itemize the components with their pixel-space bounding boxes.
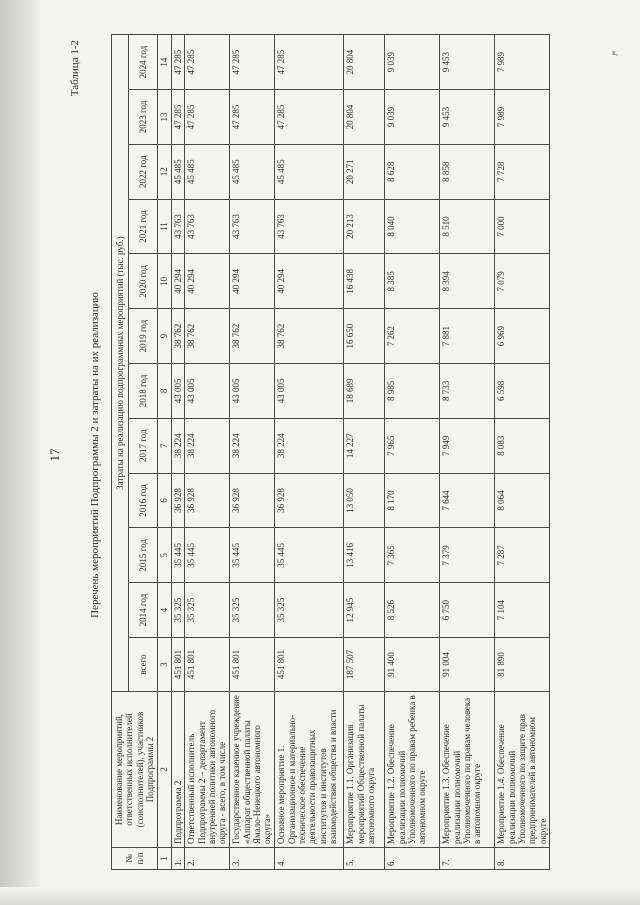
- header-year: 2016 год: [129, 473, 158, 528]
- row-year-value: 8 510: [440, 199, 495, 254]
- column-index: 1: [158, 848, 172, 870]
- header-name: Наименование мероприятий, ответственных исполнителей (соисполнителей), участников Подпрограммы 2: [112, 692, 158, 848]
- table-row: [185, 35, 230, 870]
- row-year-value: 7 965: [385, 418, 440, 473]
- row-year-value: 38 224: [185, 418, 230, 473]
- row-year-value: 40 294: [185, 254, 230, 309]
- table-title: Перечень мероприятий Подпрограммы 2 и затраты на их реализацию: [89, 292, 101, 618]
- row-year-value: 38 224: [275, 418, 344, 473]
- row-year-value: 6 598: [495, 364, 550, 419]
- row-total: 91 400: [385, 638, 440, 692]
- table-number: Таблица 1-2: [69, 40, 81, 97]
- row-year-value: 14 227: [344, 418, 385, 473]
- column-index: 5: [158, 528, 172, 583]
- row-year-value: 20 213: [344, 199, 385, 254]
- row-year-value: 8 394: [440, 254, 495, 309]
- row-year-value: 35 445: [172, 528, 185, 583]
- row-year-value: 7 000: [495, 199, 550, 254]
- header-year: 2017 год: [129, 418, 158, 473]
- column-index: 9: [158, 309, 172, 364]
- row-year-value: 35 325: [230, 583, 275, 638]
- column-index: 3: [158, 638, 172, 692]
- column-index: 14: [158, 35, 172, 90]
- row-year-value: 8 064: [495, 473, 550, 528]
- row-number: 6.: [385, 848, 440, 870]
- row-year-value: 36 928: [172, 473, 185, 528]
- header-year: 2020 год: [129, 254, 158, 309]
- row-number: 8.: [495, 848, 550, 870]
- header-year: 2023 год: [129, 90, 158, 145]
- row-number: 3.: [230, 848, 275, 870]
- row-name: Государственное казенное учреждение «Аппарат общественной палаты Ямало-Ненецкого автономного округа»: [230, 692, 275, 848]
- row-year-value: 43 763: [230, 199, 275, 254]
- header-year: 2022 год: [129, 144, 158, 199]
- row-year-value: 35 325: [275, 583, 344, 638]
- row-year-value: 12 945: [344, 583, 385, 638]
- row-year-value: 38 762: [230, 309, 275, 364]
- row-year-value: 8 733: [440, 364, 495, 419]
- row-total: 451 801: [172, 638, 185, 692]
- row-year-value: 7 287: [495, 528, 550, 583]
- row-name: Мероприятие 1.2. Обеспечение реализации полномочий Уполномоченного по правам ребенка в автономном округе: [385, 692, 440, 848]
- header-year: 2015 год: [129, 528, 158, 583]
- row-year-value: 43 005: [230, 364, 275, 419]
- row-year-value: 6 969: [495, 309, 550, 364]
- row-year-value: 8 170: [385, 473, 440, 528]
- row-year-value: 8 858: [440, 144, 495, 199]
- row-name: Мероприятие 1.4. Обеспечение реализации полномочий Уполномоченного по защите прав предпринимателей в автономном округе: [495, 692, 550, 848]
- header-year: 2019 год: [129, 309, 158, 364]
- row-year-value: 35 445: [185, 528, 230, 583]
- row-year-value: 38 762: [185, 309, 230, 364]
- column-index: 4: [158, 583, 172, 638]
- row-year-value: 43 763: [275, 199, 344, 254]
- row-name: Основное мероприятие 1. Организационное и материально-техническое обеспечение деятельности правозащитных институтов и институтов взаимодействия общества и власти: [275, 692, 344, 848]
- row-year-value: 35 445: [275, 528, 344, 583]
- row-year-value: 38 762: [172, 309, 185, 364]
- row-year-value: 16 650: [344, 309, 385, 364]
- column-index: 8: [158, 364, 172, 419]
- row-year-value: 7 379: [440, 528, 495, 583]
- row-year-value: 36 928: [275, 473, 344, 528]
- row-year-value: 47 285: [230, 90, 275, 145]
- row-year-value: 8 985: [385, 364, 440, 419]
- row-year-value: 36 928: [230, 473, 275, 528]
- row-year-value: 7 989: [495, 90, 550, 145]
- row-year-value: 47 285: [172, 35, 185, 90]
- row-year-value: 35 325: [185, 583, 230, 638]
- row-year-value: 47 285: [275, 90, 344, 145]
- table-body: [172, 35, 550, 870]
- row-year-value: 40 294: [275, 254, 344, 309]
- row-year-value: 47 285: [185, 35, 230, 90]
- row-total: 81 890: [495, 638, 550, 692]
- row-year-value: 7 104: [495, 583, 550, 638]
- row-total: 451 801: [230, 638, 275, 692]
- row-year-value: 38 224: [172, 418, 185, 473]
- row-year-value: 43 005: [275, 364, 344, 419]
- page-number: 17: [47, 448, 62, 462]
- column-index: 6: [158, 473, 172, 528]
- row-year-value: 43 005: [172, 364, 185, 419]
- row-number: 2.: [185, 848, 230, 870]
- column-index: 10: [158, 254, 172, 309]
- row-year-value: 7 365: [385, 528, 440, 583]
- row-year-value: 9 453: [440, 90, 495, 145]
- row-year-value: 13 416: [344, 528, 385, 583]
- column-index-row: [158, 35, 172, 870]
- row-year-value: 47 285: [230, 35, 275, 90]
- row-year-value: 36 928: [185, 473, 230, 528]
- header-year: 2024 год: [129, 35, 158, 90]
- row-year-value: 7 989: [495, 35, 550, 90]
- row-year-value: 13 050: [344, 473, 385, 528]
- row-year-value: 47 285: [275, 35, 344, 90]
- row-year-value: 43 005: [185, 364, 230, 419]
- row-number: 7.: [440, 848, 495, 870]
- corner-mark: к,: [612, 48, 618, 57]
- row-year-value: 9 039: [385, 90, 440, 145]
- row-year-value: 8 526: [385, 583, 440, 638]
- row-year-value: 7 728: [495, 144, 550, 199]
- row-name: Мероприятие 1.3. Обеспечение реализации полномочий Уполномоченного по правам человека в автономном округе: [440, 692, 495, 848]
- row-number: 5.: [344, 848, 385, 870]
- row-total: 91 004: [440, 638, 495, 692]
- table-row: [275, 35, 344, 870]
- row-year-value: 9 453: [440, 35, 495, 90]
- row-year-value: 43 763: [185, 199, 230, 254]
- row-year-value: 45 485: [172, 144, 185, 199]
- table-row: [344, 35, 385, 870]
- row-year-value: 8 385: [385, 254, 440, 309]
- row-year-value: 7 262: [385, 309, 440, 364]
- table-row: [495, 35, 550, 870]
- row-total: 451 801: [185, 638, 230, 692]
- row-year-value: 45 485: [230, 144, 275, 199]
- table-row: [440, 35, 495, 870]
- row-year-value: 8 083: [495, 418, 550, 473]
- header-year: 2014 год: [129, 583, 158, 638]
- row-year-value: 38 762: [275, 309, 344, 364]
- column-index: 13: [158, 90, 172, 145]
- row-year-value: 16 438: [344, 254, 385, 309]
- row-year-value: 20 804: [344, 90, 385, 145]
- row-year-value: 45 485: [275, 144, 344, 199]
- row-year-value: 45 485: [185, 144, 230, 199]
- row-name: Ответственный исполнитель Подпрограммы 2 – департамент внутренней политики автономного округа - всего, в том числе: [185, 692, 230, 848]
- scan-shadow-bottom: [0, 887, 640, 905]
- row-year-value: 20 804: [344, 35, 385, 90]
- row-year-value: 18 689: [344, 364, 385, 419]
- row-year-value: 20 271: [344, 144, 385, 199]
- row-year-value: 7 079: [495, 254, 550, 309]
- header-num: № п/п: [112, 848, 158, 870]
- header-total: всего: [129, 638, 158, 692]
- row-year-value: 43 763: [172, 199, 185, 254]
- column-index: 12: [158, 144, 172, 199]
- row-name: Подпрограмма 2: [172, 692, 185, 848]
- row-number: 4.: [275, 848, 344, 870]
- row-year-value: 47 285: [172, 90, 185, 145]
- table-row: [172, 35, 185, 870]
- table-row: [385, 35, 440, 870]
- header-costs: Затраты на реализацию подпрограммных мероприятий (тыс. руб.): [112, 35, 129, 692]
- row-year-value: 8 040: [385, 199, 440, 254]
- row-total: 451 801: [275, 638, 344, 692]
- row-year-value: 7 949: [440, 418, 495, 473]
- scan-shadow-left: [0, 0, 40, 905]
- table-row: [230, 35, 275, 870]
- row-year-value: 6 750: [440, 583, 495, 638]
- column-index: 11: [158, 199, 172, 254]
- row-year-value: 47 285: [185, 90, 230, 145]
- row-total: 187 507: [344, 638, 385, 692]
- row-year-value: 35 445: [230, 528, 275, 583]
- row-year-value: 38 224: [230, 418, 275, 473]
- row-year-value: 7 881: [440, 309, 495, 364]
- row-year-value: 9 039: [385, 35, 440, 90]
- costs-table: [111, 34, 550, 870]
- row-year-value: 40 294: [172, 254, 185, 309]
- row-name: Мероприятие 1.1. Организация мероприятий Общественной палаты автономного округа: [344, 692, 385, 848]
- rotated-document: [45, 40, 605, 870]
- row-year-value: 7 644: [440, 473, 495, 528]
- column-index: 7: [158, 418, 172, 473]
- row-year-value: 40 294: [230, 254, 275, 309]
- header-year: 2021 год: [129, 199, 158, 254]
- row-year-value: 35 325: [172, 583, 185, 638]
- row-year-value: 8 628: [385, 144, 440, 199]
- column-index: 2: [158, 692, 172, 848]
- row-number: 1.: [172, 848, 185, 870]
- header-year: 2018 год: [129, 364, 158, 419]
